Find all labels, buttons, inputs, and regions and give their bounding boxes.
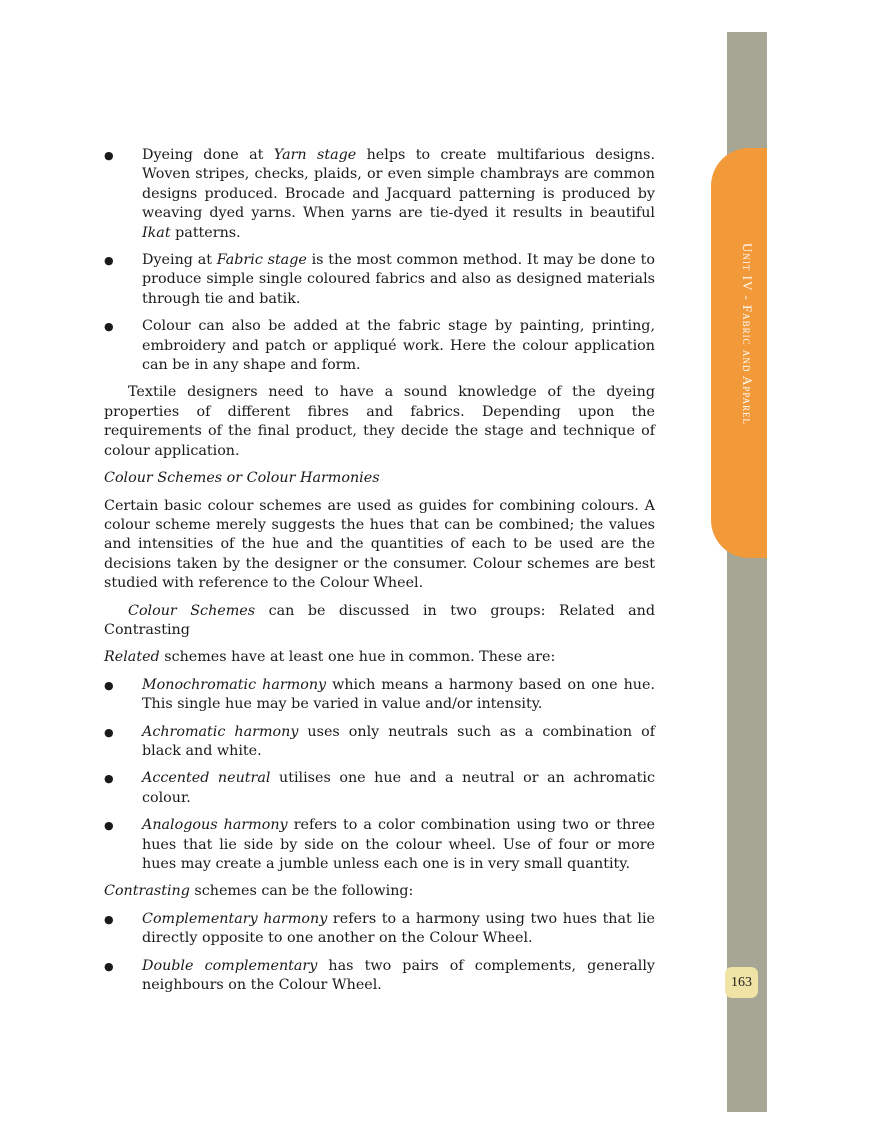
unit-label: Unit IV - Fabric and Apparel [740,243,755,426]
page-content [104,146,655,995]
list-item: ● Colour can also be added at the fabric stage by painting, printing, embroidery and patch or appliqué work. Here the colour application can be in any shape and form. [104,317,655,375]
paragraph: Textile designers need to have a sound knowledge of the dyeing properties of different fibres and fabrics. Depending upon the requirements of the final product, they decide the stage and technique of colour application. [104,384,655,459]
paragraph: Related schemes have at least one hue in common. These are: [104,649,556,666]
section-heading: Colour Schemes or Colour Harmonies [104,470,380,487]
paragraph: Colour Schemes can be discussed in two groups: Related and Contrasting [104,602,656,638]
list-item: ● Achromatic harmony uses only neutrals such as a combination of black and white. [104,723,655,762]
list-item: ● Analogous harmony refers to a color combination using two or three hues that lie side by side on the colour wheel. Use of four or more hues may create a jumble unless each one is in very small quantity. [104,816,655,874]
list-item: ● Monochromatic harmony which means a harmony based on one hue. This single hue may be varied in value and/or intensity. [104,676,655,715]
list-item: ● Dyeing done at Yarn stage helps to create multifarious designs. Woven stripes, checks, plaids, or even simple chambrays are common designs produced. Brocade and Jacquard patterning is produced by weaving dyed yarns. When yarns are tie-dyed it results in beautiful Ikat patterns. [104,146,655,243]
page-number: 163 [725,967,758,998]
contrasting-schemes-list [104,910,655,996]
list-item: ● Complementary harmony refers to a harmony using two hues that lie directly opposite to one another on the Colour Wheel. [104,910,655,949]
paragraph: Contrasting schemes can be the following: [104,883,414,900]
dyeing-stage-list [104,146,655,375]
paragraph: Certain basic colour schemes are used as guides for combining colours. A colour scheme merely suggests the hues that can be combined; the values and intensities of the hue and the quantities of each to be used are the decisions taken by the designer or the consumer. Colour schemes are best studied with reference to the Colour Wheel. [104,497,655,592]
list-item: ● Dyeing at Fabric stage is the most common method. It may be done to produce simple single coloured fabrics and also as designed materials through tie and batik. [104,251,655,309]
list-item: ● Accented neutral utilises one hue and a neutral or an achromatic colour. [104,769,655,808]
related-schemes-list [104,676,655,875]
list-item: ● Double complementary has two pairs of complements, generally neighbours on the Colour Wheel. [104,957,655,996]
